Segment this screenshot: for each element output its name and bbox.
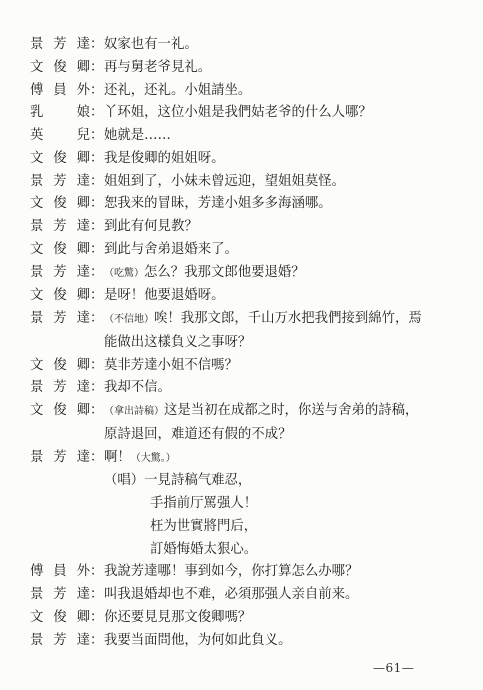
dialogue-speech: 这是当初在成都之时，你送与舍弟的詩稿， bbox=[164, 403, 419, 418]
dialogue-text bbox=[104, 264, 462, 283]
dialogue-continuation: 原詩退回，难道还有假的不成？ bbox=[104, 426, 292, 442]
dialogue-text: 我說芳達哪！事到如今，你打算怎么办哪？ bbox=[104, 564, 359, 580]
dialogue-text: 还礼，还礼。小姐請坐。 bbox=[104, 82, 252, 98]
dialogue-line bbox=[30, 150, 462, 168]
dialogue-line bbox=[30, 241, 462, 259]
speaker-colon: ： bbox=[90, 609, 104, 625]
dialogue-continuation: 能做出这樣負义之事呀？ bbox=[104, 334, 252, 350]
stage-direction: （吃驚） bbox=[104, 267, 144, 279]
sung-line bbox=[30, 472, 462, 490]
speaker-colon: ： bbox=[90, 105, 104, 121]
stage-direction: （不信地） bbox=[104, 314, 154, 325]
verse-line: 手指前厅罵强人！ bbox=[150, 496, 258, 511]
dialogue-text: 叫我退婚却也不难，必須那强人亲自前来。 bbox=[104, 587, 359, 602]
speaker-name: 景芳達 bbox=[30, 587, 90, 602]
dialogue-text: 我要当面問他，为何如此負义。 bbox=[104, 632, 292, 648]
speaker-name: 景芳達 bbox=[30, 219, 90, 234]
page-number: —61— bbox=[373, 661, 415, 675]
dialogue-text: 丫环姐，这位小姐是我們姑老爷的什么人哪？ bbox=[104, 105, 372, 121]
speaker-name: 文俊卿 bbox=[30, 357, 90, 373]
speaker-colon: ： bbox=[90, 219, 104, 234]
speaker-name: 文俊卿 bbox=[30, 609, 90, 625]
dialogue-text: 我是俊卿的姐姐呀。 bbox=[104, 150, 225, 166]
speaker-name: 景芳達 bbox=[30, 632, 90, 648]
dialogue-line bbox=[30, 218, 462, 236]
dialogue-line bbox=[30, 586, 462, 604]
speaker-colon: ： bbox=[90, 403, 104, 418]
speaker-name: 文俊卿 bbox=[30, 59, 90, 75]
speaker-name: 景芳達 bbox=[30, 37, 90, 52]
dialogue-line bbox=[30, 310, 462, 329]
speaker-name: 文俊卿 bbox=[30, 196, 90, 212]
dialogue-line bbox=[30, 264, 462, 283]
speaker-colon: ： bbox=[90, 150, 104, 166]
speaker-colon: ： bbox=[90, 632, 104, 648]
dialogue-line bbox=[30, 402, 462, 421]
stage-direction: （拿出詩稿） bbox=[104, 406, 164, 417]
speaker-colon: ： bbox=[90, 241, 104, 257]
speaker-name: 文俊卿 bbox=[30, 150, 90, 166]
verse-line: 枉为世實將門后， bbox=[150, 518, 258, 534]
dialogue-line bbox=[30, 379, 462, 397]
speaker-colon: ： bbox=[90, 196, 104, 212]
dialogue-text: 到此有何見教？ bbox=[104, 219, 198, 234]
speaker-colon: ： bbox=[90, 357, 104, 373]
speaker-colon: ： bbox=[90, 564, 104, 580]
speaker-colon: ： bbox=[90, 59, 104, 75]
speaker-colon: ： bbox=[90, 173, 104, 189]
dialogue-speech: 怎么？我那文郎他要退婚？ bbox=[144, 264, 305, 280]
speaker-name: 景芳達 bbox=[30, 264, 90, 280]
speaker-name: 景芳達 bbox=[30, 380, 90, 396]
verse-line: 訂婚悔婚太狠心。 bbox=[150, 541, 258, 557]
speaker-name: 景芳達 bbox=[30, 311, 90, 326]
speaker-name: 景芳達 bbox=[30, 449, 90, 465]
dialogue-speech: 啊！ bbox=[104, 449, 131, 465]
script-text bbox=[30, 36, 462, 654]
dialogue-text bbox=[104, 310, 462, 329]
dialogue-line bbox=[30, 632, 462, 650]
speaker-name: 傅員外 bbox=[30, 564, 90, 580]
dialogue-line bbox=[30, 82, 462, 100]
dialogue-text: 你还要見見那文俊卿嗎？ bbox=[104, 609, 252, 625]
dialogue-line bbox=[30, 287, 462, 305]
dialogue-line bbox=[30, 357, 462, 375]
sing-label: （唱） bbox=[104, 473, 145, 489]
speaker-colon: ： bbox=[90, 288, 104, 304]
speaker-colon: ： bbox=[90, 37, 104, 52]
speaker-colon: ： bbox=[90, 587, 104, 602]
speaker-name: 英兒 bbox=[30, 128, 90, 143]
speaker-colon: ： bbox=[90, 311, 104, 326]
dialogue-line bbox=[30, 127, 462, 145]
dialogue-text bbox=[104, 449, 462, 468]
speaker-colon: ： bbox=[90, 82, 104, 98]
verse-text: 一見詩稿气难忍， bbox=[144, 473, 252, 489]
speaker-colon: ： bbox=[90, 380, 104, 396]
dialogue-line bbox=[30, 36, 462, 54]
dialogue-text bbox=[104, 402, 462, 421]
dialogue-text: 莫非芳達小姐不信嗎？ bbox=[104, 357, 238, 373]
dialogue-text: 到此与舍弟退婚来了。 bbox=[104, 241, 238, 257]
dialogue-line bbox=[30, 104, 462, 122]
speaker-colon: ： bbox=[90, 449, 104, 465]
speaker-name: 傅員外 bbox=[30, 82, 90, 98]
speaker-name: 文俊卿 bbox=[30, 288, 90, 304]
dialogue-line bbox=[30, 449, 462, 468]
speaker-colon: ： bbox=[90, 264, 104, 280]
dialogue-line bbox=[30, 195, 462, 213]
speaker-name: 文俊卿 bbox=[30, 241, 90, 257]
dialogue-text: 奴家也有一礼。 bbox=[104, 37, 198, 52]
dialogue-line bbox=[30, 609, 462, 627]
dialogue-text: 是呀！他要退婚呀。 bbox=[104, 288, 225, 304]
stage-direction: （大驚。） bbox=[130, 452, 176, 464]
dialogue-line bbox=[30, 563, 462, 581]
dialogue-line bbox=[30, 173, 462, 191]
dialogue-text: 她就是…… bbox=[104, 128, 171, 143]
speaker-colon: ： bbox=[90, 128, 104, 143]
dialogue-line bbox=[30, 59, 462, 77]
speaker-name: 景芳達 bbox=[30, 173, 90, 189]
dialogue-text: 再与舅老爷見礼。 bbox=[104, 59, 212, 75]
dialogue-text: 我却不信。 bbox=[104, 380, 171, 396]
speaker-name: 文俊卿 bbox=[30, 403, 90, 418]
dialogue-text: 姐姐到了，小妹未曾远迎，望姐姐莫怪。 bbox=[104, 173, 346, 189]
dialogue-speech: 唉！我那文郎，千山万水把我們接到綿竹，焉 bbox=[154, 311, 422, 326]
dialogue-text: 恕我来的冒昧，芳達小姐多多海涵哪。 bbox=[104, 196, 332, 212]
speaker-name: 乳娘 bbox=[30, 105, 90, 121]
